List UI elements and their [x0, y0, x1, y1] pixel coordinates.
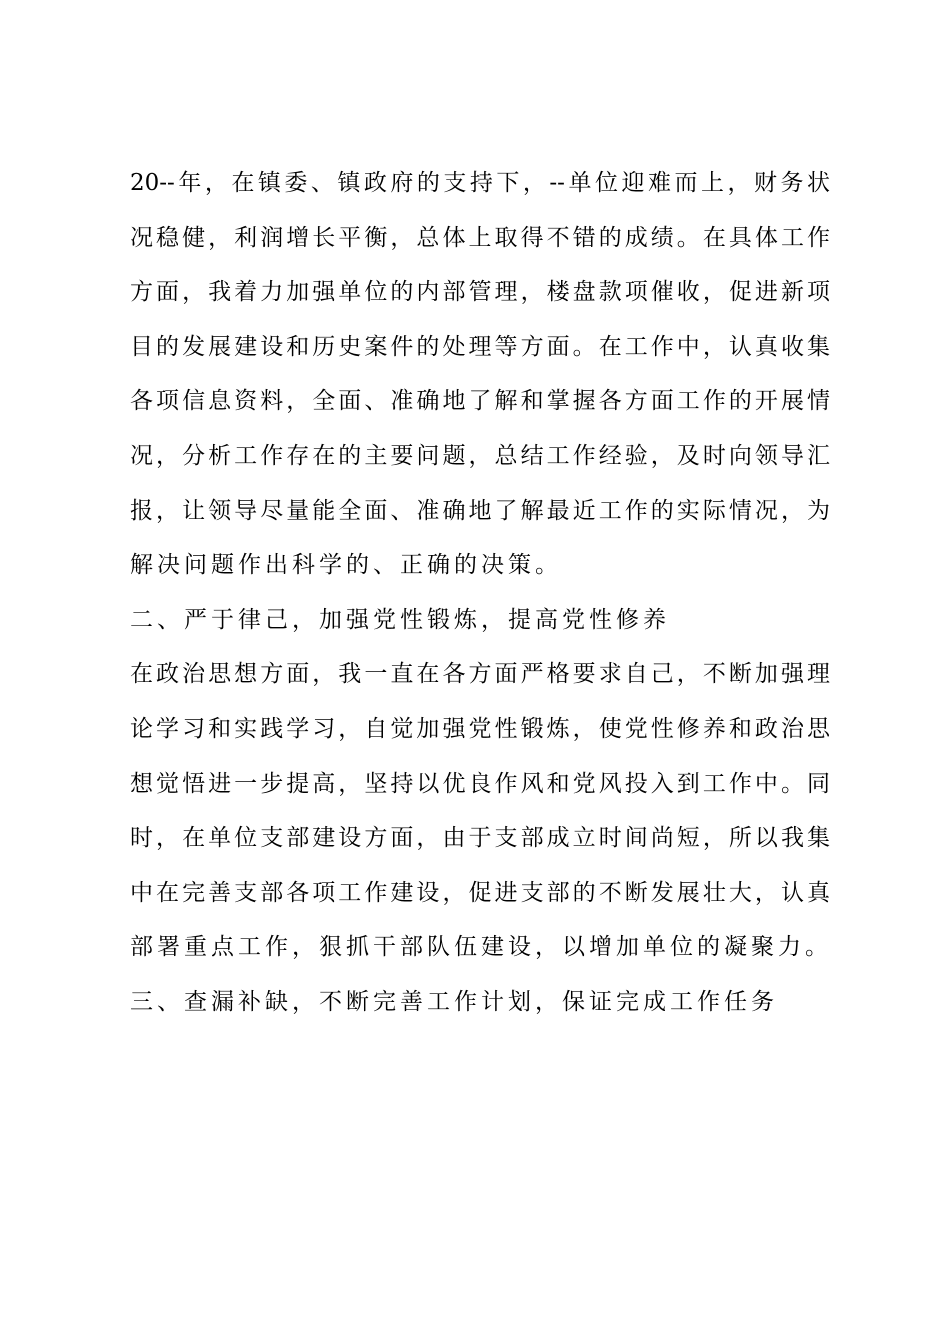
paragraph-line: 在政治思想方面，我一直在各方面严格要求自己，不断加强理 [130, 661, 830, 688]
section-heading-2: 二、严于律己，加强党性锻炼，提高党性修养 [130, 606, 670, 633]
paragraph-line: 想觉悟进一步提高，坚持以优良作风和党风投入到工作中。同 [130, 770, 830, 797]
paragraph-line: 时，在单位支部建设方面，由于支部成立时间尚短，所以我集 [130, 825, 830, 852]
paragraph-line: 解决问题作出科学的、正确的决策。 [130, 552, 562, 579]
paragraph-line: 目的发展建设和历史案件的处理等方面。在工作中，认真收集 [130, 333, 830, 360]
paragraph-line: 方面，我着力加强单位的内部管理，楼盘款项催收，促进新项 [130, 279, 830, 306]
document-body [130, 156, 830, 1030]
paragraph-line: 况，分析工作存在的主要问题，总结工作经验，及时向领导汇 [130, 442, 830, 469]
paragraph-line: 报，让领导尽量能全面、准确地了解最近工作的实际情况，为 [130, 497, 830, 524]
paragraph-party-discipline [130, 647, 830, 975]
paragraph-line: 中在完善支部各项工作建设，促进支部的不断发展壮大，认真 [130, 879, 830, 906]
paragraph-line: 论学习和实践学习，自觉加强党性锻炼，使党性修养和政治思 [130, 715, 830, 742]
section-heading-3: 三、查漏补缺，不断完善工作计划，保证完成工作任务 [130, 988, 778, 1015]
paragraph-summary [130, 156, 830, 593]
paragraph-line: 况稳健，利润增长平衡，总体上取得不错的成绩。在具体工作 [130, 224, 830, 251]
paragraph-line: 20--年，在镇委、镇政府的支持下，--单位迎难而上，财务状 [130, 170, 830, 196]
paragraph-line: 各项信息资料，全面、准确地了解和掌握各方面工作的开展情 [130, 388, 830, 415]
paragraph-line: 部署重点工作，狠抓干部队伍建设，以增加单位的凝聚力。 [130, 934, 832, 961]
